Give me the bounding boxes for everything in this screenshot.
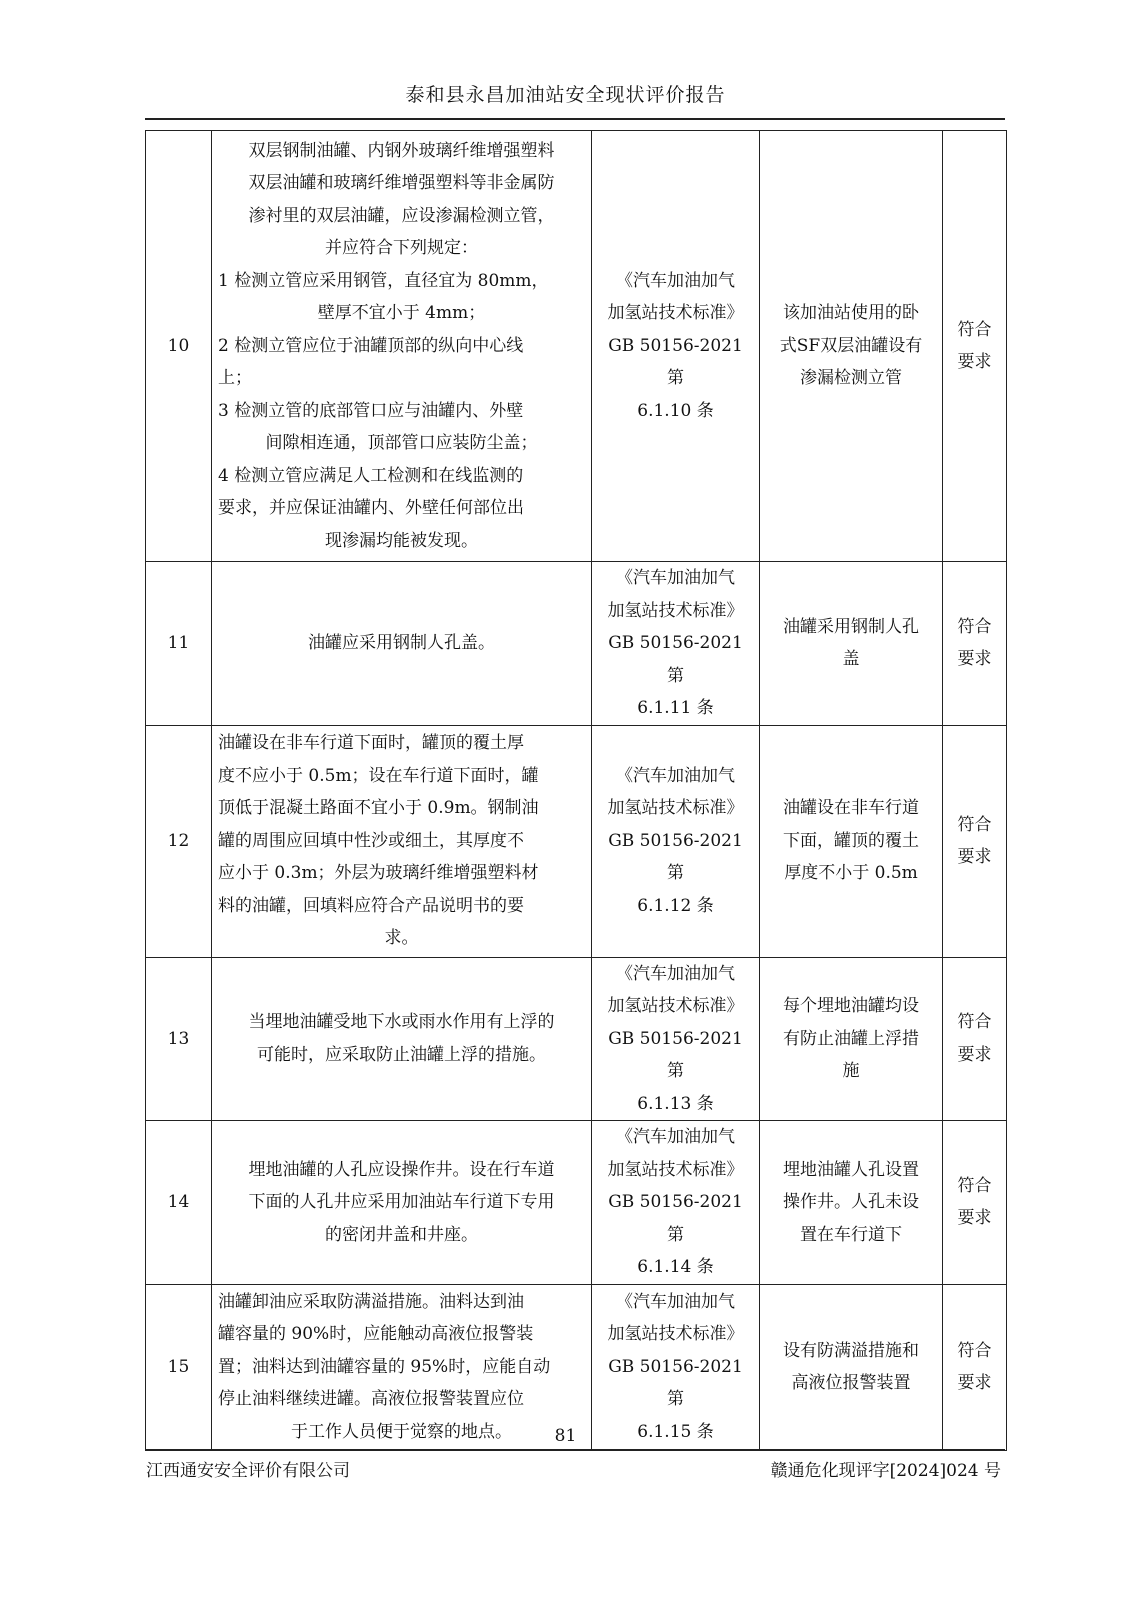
standard-line: GB 50156-2021 第 — [608, 1192, 743, 1245]
result-line: 要求 — [957, 649, 992, 670]
requirement-line: 的密闭井盖和井座。 — [325, 1224, 478, 1245]
actual-condition-line: 油罐设在非车行道 — [783, 798, 919, 819]
result-line: 符合 — [957, 814, 992, 835]
actual-condition-line: 施 — [842, 1061, 860, 1081]
page-number: 81 — [554, 1426, 577, 1446]
standard-cell — [592, 725, 760, 957]
standard-line: GB 50156-2021 第 — [608, 1356, 743, 1410]
standard-line: GB 50156-2021 第 — [608, 633, 743, 686]
table-row — [146, 1121, 1007, 1285]
requirement-line: 顶低于混凝土路面不宜小于 0.9m。钢制油 — [218, 798, 539, 819]
standard-line: 《汽车加油加气 — [616, 963, 735, 984]
result-line: 要求 — [957, 847, 992, 867]
standard-cell — [592, 562, 760, 726]
result-line: 要求 — [957, 1373, 992, 1393]
result-line: 符合 — [957, 1340, 992, 1361]
result-line: 符合 — [957, 1175, 992, 1196]
standard-line: 《汽车加油加气 — [616, 1127, 735, 1147]
requirement-line: 双层钢制油罐、内钢外玻璃纤维增强塑料 — [248, 140, 555, 161]
row-number: 14 — [146, 1121, 212, 1285]
requirement-line: 上； — [218, 368, 252, 389]
result-line: 符合 — [957, 319, 992, 340]
actual-condition-line: 设有防满溢措施和 — [783, 1340, 919, 1361]
standard-line: 6.1.13 条 — [637, 1093, 714, 1114]
page-header-title: 泰和县永昌加油站安全现状评价报告 — [405, 84, 726, 106]
standard-line: GB 50156-2021 第 — [608, 830, 743, 884]
footer-divider — [145, 1449, 1005, 1451]
standard-line: 6.1.10 条 — [637, 400, 714, 421]
requirement-cell — [212, 562, 592, 726]
requirement-line: 可能时，应采取防止油罐上浮的措施。 — [257, 1044, 546, 1065]
requirement-line: 1 检测立管应采用钢管，直径宜为 80mm， — [218, 270, 549, 291]
requirement-line: 双层油罐和玻璃纤维增强塑料等非金属防 — [248, 173, 555, 194]
row-number: 15 — [146, 1284, 212, 1450]
requirement-line: 并应符合下列规定： — [325, 238, 478, 259]
result-cell — [943, 725, 1007, 957]
requirement-line: 度不应小于 0.5m；设在车行道下面时，罐 — [218, 765, 539, 786]
row-number: 12 — [146, 725, 212, 957]
result-line: 符合 — [957, 616, 992, 637]
standard-line: 《汽车加油加气 — [616, 765, 735, 786]
actual-condition-cell — [760, 1121, 943, 1285]
evaluation-table — [145, 130, 1007, 1451]
standard-line: 加氢站技术标准》 — [607, 600, 744, 621]
requirement-line: 渗衬里的双层油罐，应设渗漏检测立管， — [248, 205, 555, 226]
standard-line: GB 50156-2021 第 — [608, 1028, 743, 1081]
requirement-line: 于工作人员便于觉察的地点。 — [291, 1421, 512, 1442]
requirement-line: 2 检测立管应位于油罐顶部的纵向中心线 — [218, 335, 524, 356]
requirement-cell — [212, 1121, 592, 1285]
actual-condition-line: 高液位报警装置 — [791, 1373, 911, 1393]
actual-condition-line: 操作井。人孔未设 — [783, 1192, 919, 1212]
actual-condition-line: 下面，罐顶的覆土 — [783, 830, 919, 851]
result-line: 要求 — [957, 1044, 992, 1065]
requirement-line: 料的油罐，回填料应符合产品说明书的要 — [218, 895, 524, 916]
result-line: 符合 — [957, 1012, 992, 1033]
actual-condition-line: 埋地油罐人孔设置 — [783, 1159, 919, 1180]
footer-company: 江西通安安全评价有限公司 — [146, 1461, 350, 1481]
standard-line: 加氢站技术标准》 — [607, 1324, 744, 1345]
requirement-cell — [212, 725, 592, 957]
header-divider — [145, 118, 1005, 120]
table-row — [146, 562, 1007, 726]
row-number: 10 — [146, 131, 212, 562]
actual-condition-line: 置在车行道下 — [800, 1224, 902, 1245]
result-line: 要求 — [957, 1208, 992, 1229]
standard-line: GB 50156-2021 第 — [608, 335, 743, 389]
actual-condition-line: 厚度不小于 0.5m — [784, 863, 918, 884]
row-number: 13 — [146, 957, 212, 1121]
requirement-line: 置；油料达到油罐容量的 95%时，应能自动 — [218, 1356, 551, 1377]
requirement-line: 现渗漏均能被发现。 — [325, 530, 478, 551]
requirement-line: 油罐应采用钢制人孔盖。 — [308, 633, 495, 653]
standard-line: 6.1.12 条 — [637, 895, 714, 916]
actual-condition-cell — [760, 725, 943, 957]
requirement-line: 要求，并应保证油罐内、外壁任何部位出 — [218, 498, 524, 519]
row-number: 11 — [146, 562, 212, 726]
actual-condition-line: 式SF双层油罐设有 — [779, 335, 923, 356]
requirement-line: 下面的人孔井应采用加油站车行道下专用 — [248, 1192, 555, 1212]
standard-line: 加氢站技术标准》 — [607, 1159, 744, 1180]
requirement-line: 4 检测立管应满足人工检测和在线监测的 — [218, 465, 524, 486]
result-cell — [943, 957, 1007, 1121]
standard-line: 6.1.11 条 — [637, 698, 714, 718]
standard-line: 6.1.14 条 — [637, 1257, 714, 1277]
actual-condition-line: 有防止油罐上浮措 — [783, 1028, 919, 1049]
standard-cell — [592, 957, 760, 1121]
result-cell — [943, 131, 1007, 562]
requirement-line: 应小于 0.3m；外层为玻璃纤维增强塑料材 — [218, 863, 539, 884]
actual-condition-line: 盖 — [842, 649, 860, 670]
requirement-line: 间隙相连通，顶部管口应装防尘盖； — [265, 433, 538, 454]
standard-cell — [592, 1121, 760, 1285]
requirement-line: 油罐卸油应采取防满溢措施。油料达到油 — [218, 1291, 524, 1312]
requirement-cell — [212, 131, 592, 562]
actual-condition-line: 渗漏检测立管 — [800, 368, 902, 389]
actual-condition-line: 油罐采用钢制人孔 — [783, 616, 919, 637]
actual-condition-line: 该加油站使用的卧 — [783, 303, 919, 324]
standard-line: 《汽车加油加气 — [616, 568, 735, 588]
table-row — [146, 131, 1007, 562]
requirement-line: 当埋地油罐受地下水或雨水作用有上浮的 — [248, 1012, 555, 1033]
standard-line: 6.1.15 条 — [637, 1421, 714, 1442]
requirement-line: 壁厚不宜小于 4mm； — [317, 303, 486, 324]
evaluation-table-body — [146, 131, 1007, 1451]
requirement-cell — [212, 957, 592, 1121]
requirement-line: 3 检测立管的底部管口应与油罐内、外壁 — [218, 400, 524, 421]
standard-line: 《汽车加油加气 — [616, 1291, 735, 1312]
requirement-line: 油罐设在非车行道下面时，罐顶的覆土厚 — [218, 733, 524, 754]
result-cell — [943, 562, 1007, 726]
footer-document-number: 赣通危化现评字[2024]024 号 — [770, 1461, 1001, 1481]
requirement-line: 停止油料继续进罐。高液位报警装置应位 — [218, 1389, 524, 1410]
table-row — [146, 725, 1007, 957]
requirement-line: 求。 — [384, 928, 419, 949]
standard-line: 加氢站技术标准》 — [607, 996, 744, 1016]
requirement-line: 埋地油罐的人孔应设操作井。设在行车道 — [248, 1159, 555, 1180]
actual-condition-cell — [760, 131, 943, 562]
table-row — [146, 957, 1007, 1121]
standard-line: 加氢站技术标准》 — [607, 798, 744, 819]
standard-cell — [592, 131, 760, 562]
actual-condition-cell — [760, 562, 943, 726]
actual-condition-cell — [760, 957, 943, 1121]
requirement-line: 罐的周围应回填中性沙或细土，其厚度不 — [218, 830, 524, 851]
actual-condition-line: 每个埋地油罐均设 — [783, 996, 919, 1016]
requirement-line: 罐容量的 90%时，应能触动高液位报警装 — [218, 1324, 534, 1345]
standard-line: 加氢站技术标准》 — [607, 303, 744, 324]
result-cell — [943, 1121, 1007, 1285]
standard-line: 《汽车加油加气 — [616, 270, 735, 291]
result-line: 要求 — [957, 352, 992, 372]
